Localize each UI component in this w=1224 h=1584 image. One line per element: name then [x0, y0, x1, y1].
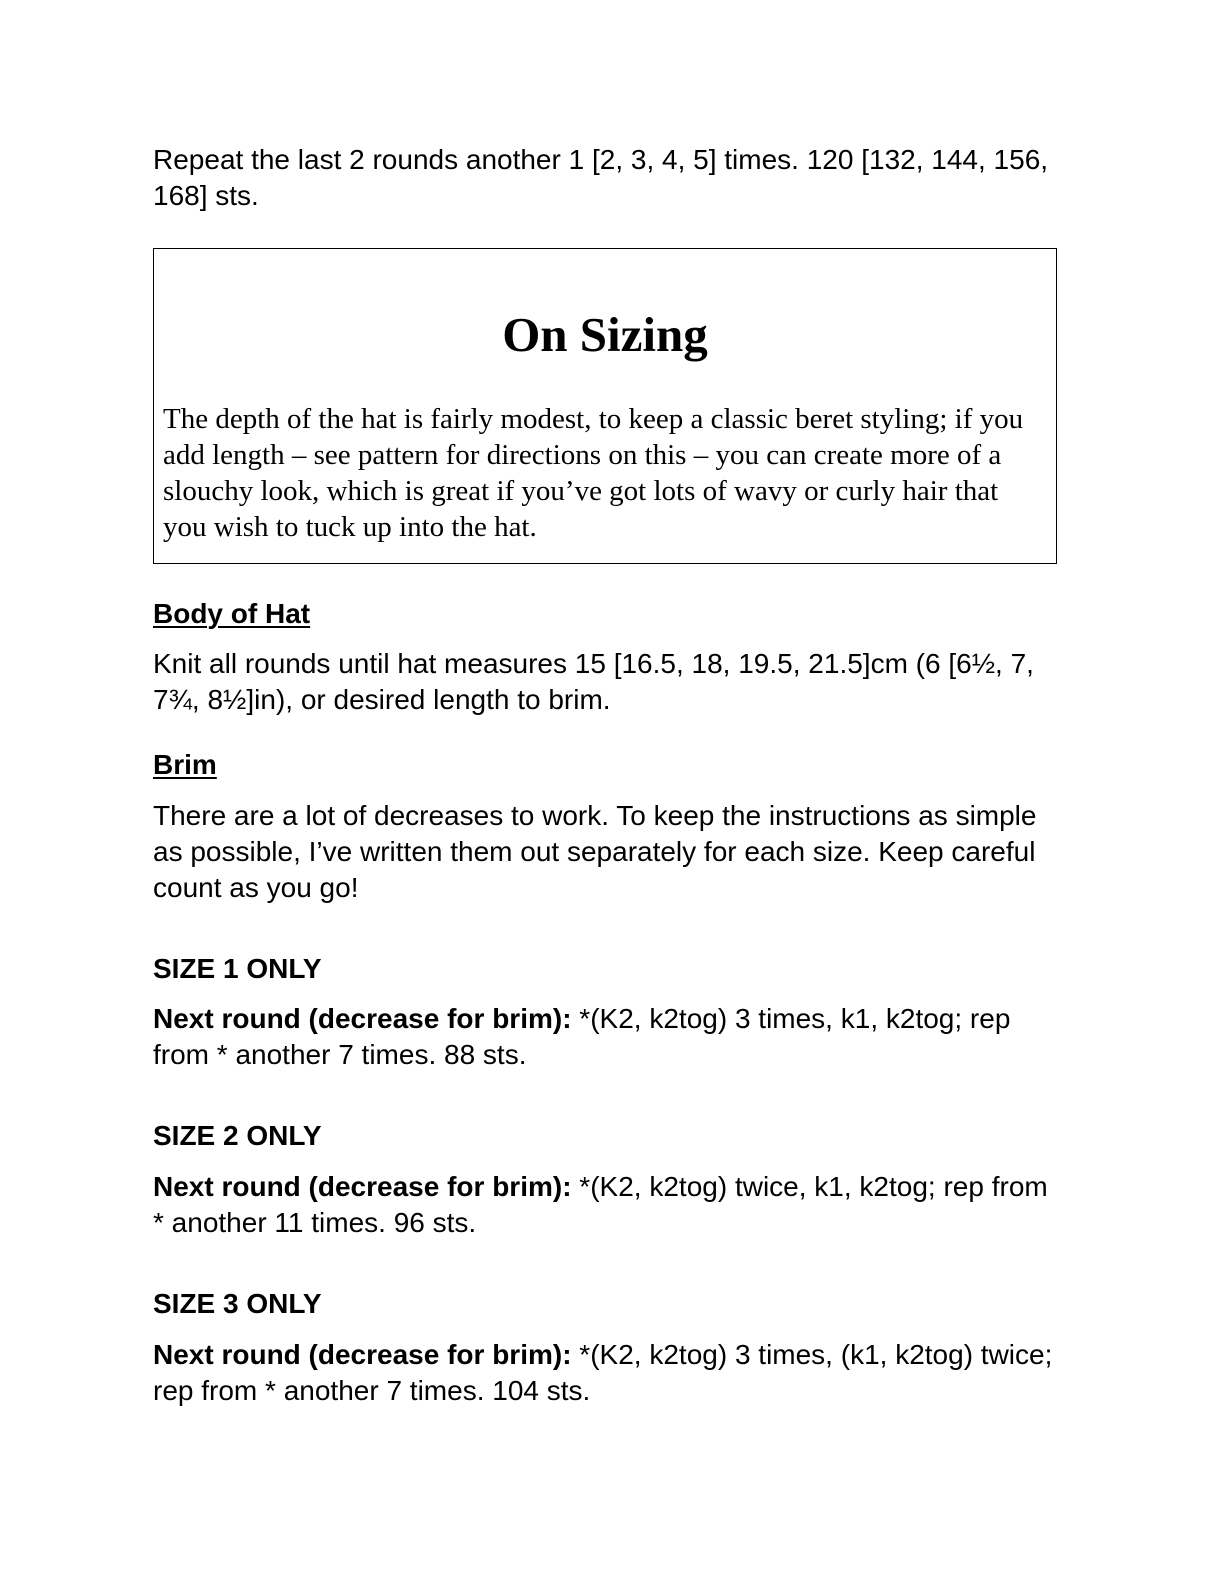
body-of-hat-paragraph: Knit all rounds until hat measures 15 [16.5, 18, 19.5, 21.5]cm (6 [6½, 7, 7¾, 8½]in), or desired length to brim. [153, 648, 1034, 715]
pattern-page [153, 142, 1059, 1409]
size-2-instruction-label: Next round (decrease for brim): [153, 1171, 572, 1202]
size-3-instruction-text: *(K2, k2tog) 3 times, (k1, k2tog) twice; rep from * another 7 times. 104 sts. [153, 1339, 1053, 1406]
brim-paragraph: There are a lot of decreases to work. To keep the instructions as simple as possible, I’ve written them out separately for each size. Keep careful count as you go! [153, 800, 1037, 903]
on-sizing-box [153, 248, 1057, 564]
on-sizing-body: The depth of the hat is fairly modest, to keep a classic beret styling; if you add length – see pattern for directions on this – you can create more of a slouchy look, which is great if you’ve got lots of wavy or curly hair that you wish to tuck up into the hat. [163, 403, 1024, 543]
size-3-instruction [153, 1337, 1059, 1409]
body-of-hat-heading: Body of Hat [153, 598, 311, 629]
size-2-instruction [153, 1169, 1059, 1241]
size-2-instruction-text: *(K2, k2tog) twice, k1, k2tog; rep from * another 11 times. 96 sts. [153, 1171, 1048, 1238]
size-1-instruction-label: Next round (decrease for brim): [153, 1003, 572, 1034]
brim-heading: Brim [153, 749, 217, 780]
size-1-instruction-text: *(K2, k2tog) 3 times, k1, k2tog; rep from * another 7 times. 88 sts. [153, 1003, 1011, 1070]
on-sizing-title: On Sizing [502, 307, 708, 362]
size-2-heading: SIZE 2 ONLY [153, 1120, 322, 1151]
size-1-instruction [153, 1001, 1059, 1073]
size-1-heading: SIZE 1 ONLY [153, 953, 322, 984]
size-3-heading: SIZE 3 ONLY [153, 1288, 322, 1319]
size-3-instruction-label: Next round (decrease for brim): [153, 1339, 572, 1370]
intro-paragraph: Repeat the last 2 rounds another 1 [2, 3, 4, 5] times. 120 [132, 144, 156, 168] sts. [153, 144, 1049, 211]
